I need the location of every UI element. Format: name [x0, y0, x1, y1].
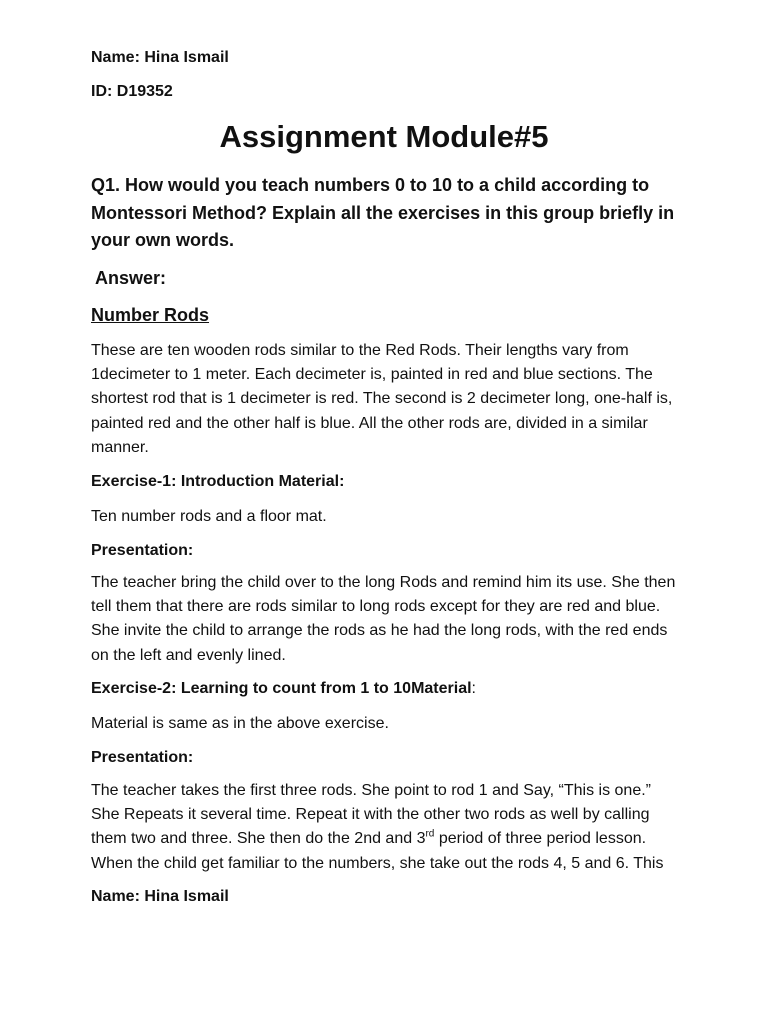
paragraph-line: She Repeats it several time. Repeat it with the other two rods as well by calling [91, 806, 650, 824]
paragraph-line: The teacher takes the first three rods. She point to rod 1 and Say, “This is one.” [91, 782, 651, 799]
paragraph-line: painted red and the other half is blue. All the other rods are, divided in a similar [91, 414, 648, 432]
exercise2-presentation-paragraph [91, 779, 691, 876]
paragraph-line: tell them that there are rods similar to long rods except for they are red and blue. [91, 598, 661, 616]
superscript-rd: rd [425, 829, 435, 841]
exercise1-material: Ten number rods and a floor mat. [91, 508, 327, 525]
paragraph-line: 1decimeter to 1 meter. Each decimeter is, painted in red and blue sections. The [91, 366, 653, 384]
exercise2-material: Material is same as in the above exercise. [91, 715, 389, 732]
footer-student-name: Name: Hina Ismail [91, 888, 229, 905]
exercise1-presentation-label: Presentation: [91, 542, 194, 559]
line-text: them two and three. She then do the 2nd and 3 [91, 830, 426, 848]
exercise1-heading: Exercise-1: Introduction Material: [91, 473, 345, 490]
paragraph-line: The teacher bring the child over to the long Rods and remind him its use. She then [91, 574, 676, 591]
paragraph-line: on the left and evenly lined. [91, 646, 286, 664]
student-id: ID: D19352 [91, 83, 173, 100]
exercise2-heading-colon: : [471, 680, 476, 697]
section-intro-paragraph [91, 339, 691, 460]
exercise2-heading-text: Exercise-2: Learning to count from 1 to 10Material [91, 680, 472, 697]
paragraph-line-with-superscript [91, 827, 691, 851]
student-name: Name: Hina Ismail [91, 49, 229, 66]
paragraph-line: manner. [91, 438, 149, 456]
paragraph-line: shortest rod that is 1 decimeter is red. The second is 2 decimeter long, one-half is, [91, 390, 673, 408]
exercise1-presentation-paragraph [91, 571, 691, 668]
paragraph-line: She invite the child to arrange the rods as he had the long rods, with the red ends [91, 622, 668, 640]
line-text: period of three period lesson. [434, 830, 647, 848]
paragraph-line: When the child get familiar to the numbers, she take out the rods 4, 5 and 6. This [91, 854, 664, 872]
exercise2-presentation-label: Presentation: [91, 749, 194, 766]
exercise2-heading [91, 678, 476, 700]
paragraph-line: These are ten wooden rods similar to the Red Rods. Their lengths vary from [91, 342, 629, 359]
answer-label: Answer: [95, 268, 167, 288]
question-text: Q1. How would you teach numbers 0 to 10 to a child according to Montessori Method? Explain all the exercises in this group briefly in your own words. [91, 175, 675, 250]
section-heading: Number Rods [91, 305, 210, 325]
document-title: Assignment Module#5 [219, 119, 549, 154]
